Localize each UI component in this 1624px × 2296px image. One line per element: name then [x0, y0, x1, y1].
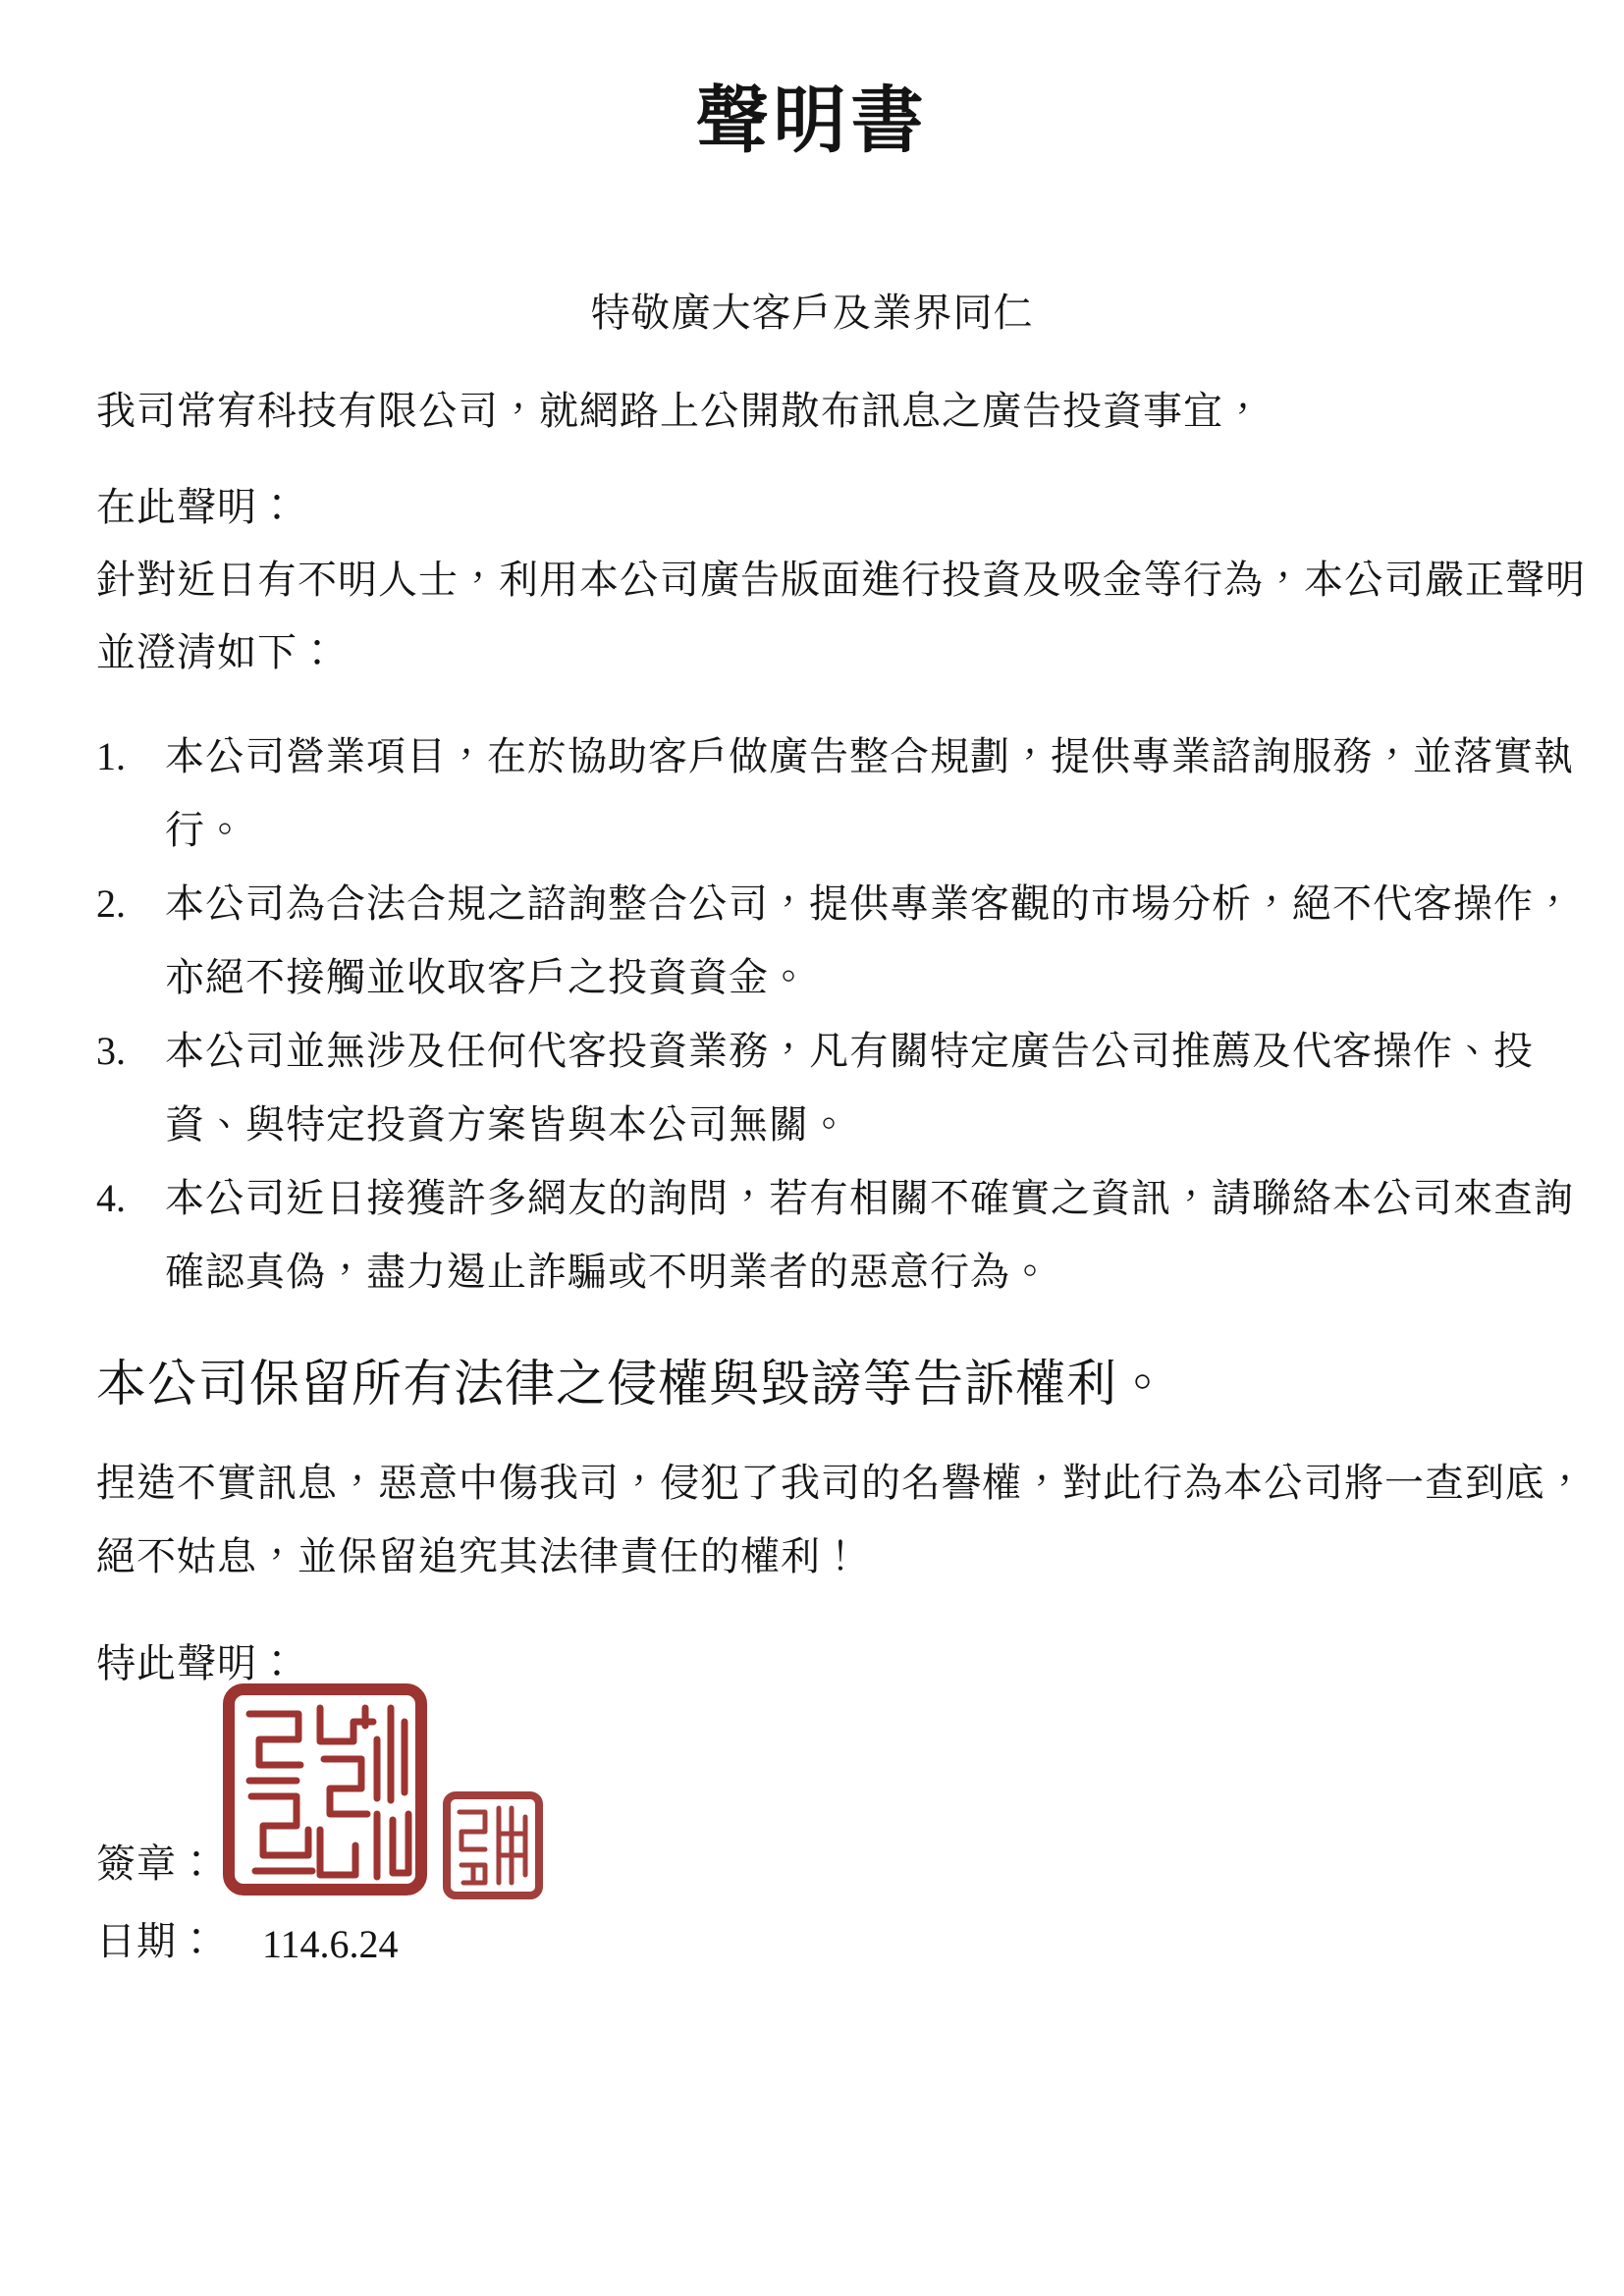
- page-title: 聲明書: [695, 81, 929, 162]
- legal-rights-statement: 本公司保留所有法律之侵權與毀謗等告訴權利。: [96, 1358, 1169, 1413]
- list-item-number: 2.: [96, 881, 126, 926]
- list-item-text: 本公司近日接獲許多網友的詢問，若有相關不確實之資訊，請聯絡本公司來查詢: [165, 1176, 1574, 1220]
- list-item-number: 1.: [96, 734, 126, 778]
- date-label: 日期：: [96, 1919, 217, 1963]
- list-item: [96, 1029, 1534, 1074]
- list-item-number: 3.: [96, 1029, 126, 1073]
- intro-paragraph: 我司常宥科技有限公司，就網路上公開散布訊息之廣告投資事宜，: [96, 389, 1264, 433]
- secondary-square-seal-stamp-icon: [442, 1790, 544, 1900]
- signature-label: 簽章：: [96, 1842, 217, 1886]
- list-item-continuation: 資、與特定投資方案皆與本公司無關。: [165, 1102, 849, 1147]
- list-item-text: 本公司並無涉及任何代客投資業務，凡有關特定廣告公司推薦及代客操作、投: [165, 1029, 1534, 1073]
- company-square-seal-stamp-icon: [222, 1682, 428, 1896]
- list-item: [96, 1176, 1574, 1221]
- list-item-text: 本公司營業項目，在於協助客戶做廣告整合規劃，提供專業諮詢服務，並落實執: [165, 734, 1574, 778]
- declaration-heading: 在此聲明：: [96, 485, 298, 529]
- list-item-continuation: 亦絕不接觸並收取客戶之投資資金。: [165, 955, 809, 999]
- list-item: [96, 734, 1574, 779]
- date-value: 114.6.24: [262, 1922, 399, 1966]
- list-item: [96, 881, 1574, 927]
- list-item-continuation: 行。: [165, 808, 245, 852]
- declaration-body-line-1: 針對近日有不明人士，利用本公司廣告版面進行投資及吸金等行為，本公司嚴正聲明: [96, 558, 1586, 602]
- salutation-line: 特敬廣大客戶及業界同仁: [590, 291, 1034, 335]
- list-item-continuation: 確認真偽，盡力遏止詐騙或不明業者的惡意行為。: [165, 1250, 1051, 1294]
- warning-paragraph-line-1: 捏造不實訊息，惡意中傷我司，侵犯了我司的名譽權，對此行為本公司將一查到底，: [96, 1461, 1586, 1505]
- list-item-number: 4.: [96, 1176, 126, 1220]
- list-item-text: 本公司為合法合規之諮詢整合公司，提供專業客觀的市場分析，絕不代客操作，: [165, 881, 1574, 926]
- declaration-body-line-2: 並澄清如下：: [96, 630, 338, 674]
- closing-line: 特此聲明：: [96, 1641, 298, 1685]
- warning-paragraph-line-2: 絕不姑息，並保留追究其法律責任的權利！: [96, 1534, 861, 1578]
